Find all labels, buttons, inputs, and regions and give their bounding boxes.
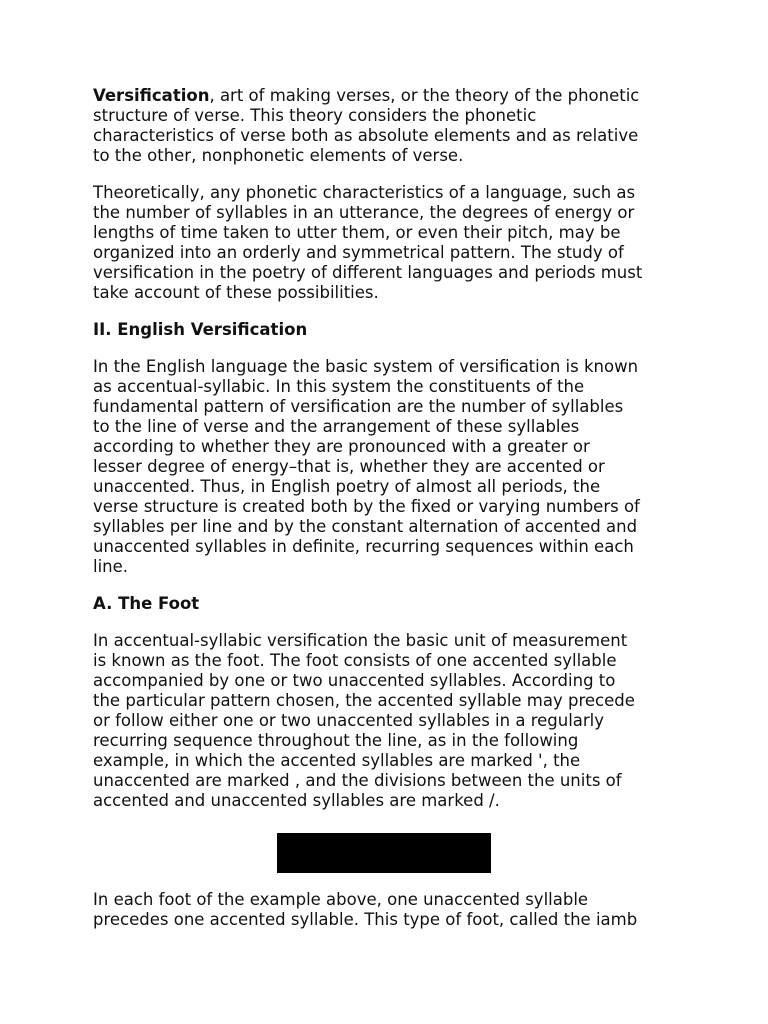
english-versification-paragraph: In the English language the basic system of versification is known as accentual-syllabic. In this system the constituents of the fundamental pattern of versification are the number of syllables to the line of verse and the arrangement of these syllables according to whether they are pronounced with a greater or lesser degree of energy–that is, whether they are accented or unaccented. Thus, in English poetry of almost all periods, the verse structure is created both by the fixed or varying numbers of syllables per line and by the constant alternation of accented and unaccented syllables in definite, recurring sequences within each line. xyxy=(93,357,640,576)
intro-term: Versification xyxy=(93,86,210,105)
intro-paragraph xyxy=(93,86,683,166)
iamb-paragraph: In each foot of the example above, one unaccented syllable precedes one accented syllable. This type of foot, called the iamb xyxy=(93,890,638,929)
example-figure xyxy=(93,833,683,873)
intro-text: , art of making verses, or the theory of the phonetic structure of verse. This theory considers the phonetic characteristics of verse both as absolute elements and as relative to the other, nonphonetic elements of verse. xyxy=(93,86,640,165)
theory-paragraph: Theoretically, any phonetic characteristics of a language, such as the number of syllables in an utterance, the degrees of energy or lengths of time taken to utter them, or even their pitch, may be organized into an orderly and symmetrical pattern. The study of versification in the poetry of different languages and periods must take account of these possibilities. xyxy=(93,183,643,302)
section-heading-english-versification: II. English Versification xyxy=(93,320,308,339)
section-heading-the-foot: A. The Foot xyxy=(93,594,200,613)
foot-paragraph: In accentual-syllabic versification the basic unit of measurement is known as the foot. The foot consists of one accented syllable accompanied by one or two unaccented syllables. According to the particular pattern chosen, the accented syllable may precede or follow either one or two unaccented syllables in a regularly recurring sequence throughout the line, as in the following example, in which the accented syllables are marked ', the unaccented are marked , and the divisions between the units of accented and unaccented syllables are marked /. xyxy=(93,631,635,810)
document-page xyxy=(93,86,683,947)
example-image-placeholder xyxy=(277,833,491,873)
